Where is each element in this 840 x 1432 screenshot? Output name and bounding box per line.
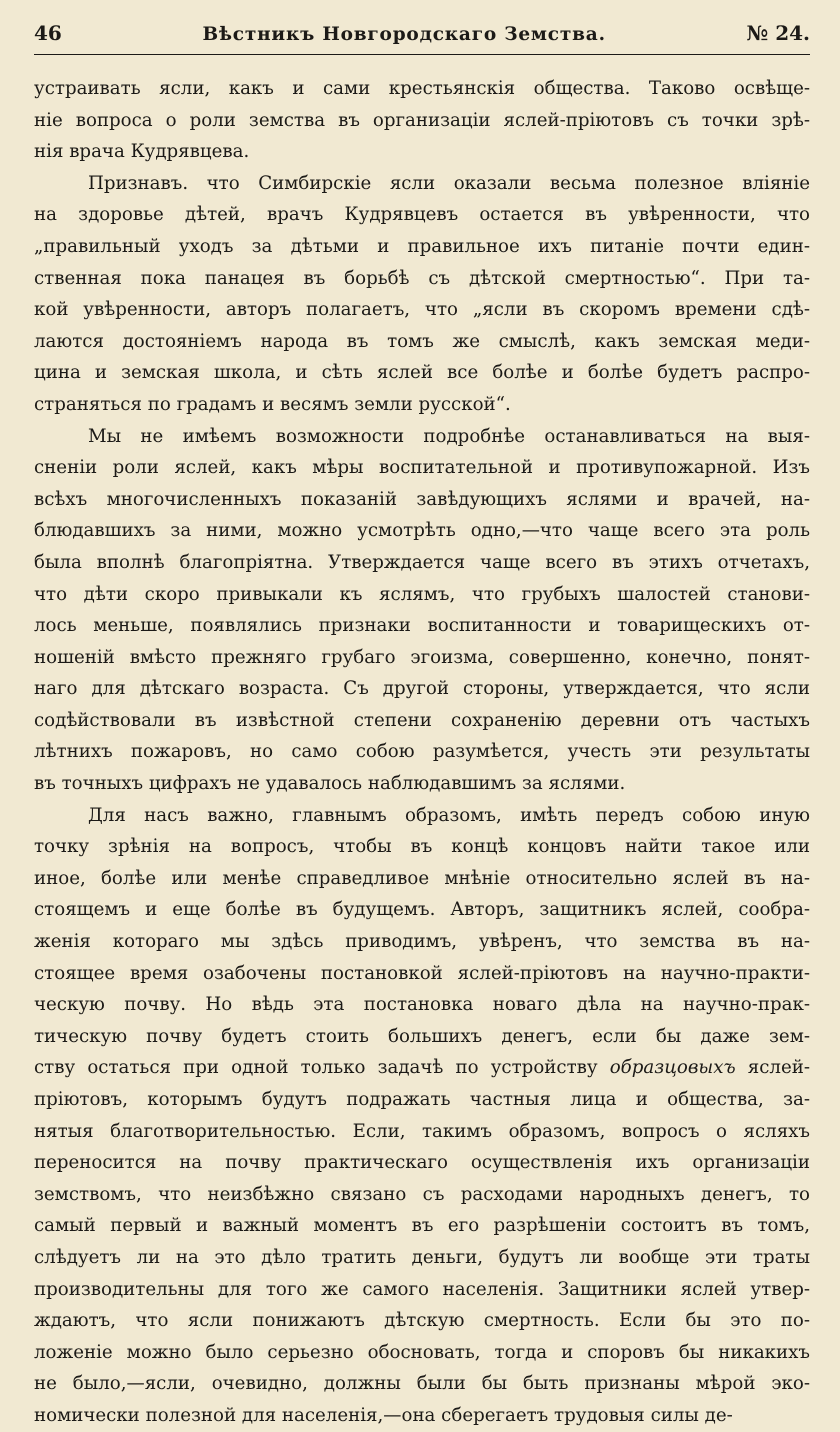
text-line: сненіи роли яслей, какъ мѣры воспитательной и противупожарной. Изъ: [34, 457, 810, 479]
text-line: Признавъ. что Симбирскіе ясли оказали весьма полезное вліяніе: [88, 172, 810, 194]
text-line: слѣдуетъ ли на это дѣло тратить деньги, будутъ ли вообще эти траты: [34, 1246, 810, 1268]
text-line: пріютовъ, которымъ будутъ подражать частныя лица и общества, за-: [34, 1089, 810, 1110]
text-line: кой увѣренности, авторъ полагаетъ, что „ясли въ скоромъ времени сдѣ-: [34, 299, 810, 321]
article-body: [34, 73, 810, 1432]
text-line: „правильный уходъ за дѣтьми и правильное ихъ питаніе почти един-: [34, 235, 810, 257]
text-line: стоящемъ и еще болѣе въ будущемъ. Авторъ, защитникъ яслей, сообра-: [34, 899, 810, 921]
text-line: наго для дѣтскаго возраста. Съ другой стороны, утверждается, что ясли: [34, 678, 810, 700]
text-line: точку зрѣнія на вопросъ, чтобы въ концѣ концовъ найти такое или: [34, 836, 810, 858]
text-line: на здоровье дѣтей, врачъ Кудрявцевъ остается въ увѣренности, что: [34, 204, 810, 226]
paragraph: [34, 800, 810, 1432]
text-line: ложеніе можно было серьезно обосновать, тогда и споровъ бы никакихъ: [34, 1341, 810, 1363]
text-line: была вполнѣ благопріятна. Утверждается чаще всего въ этихъ отчетахъ,: [34, 551, 810, 573]
text-line: ніе вопроса о роли земства въ организаціи яслей-пріютовъ съ точки зрѣ-: [34, 109, 810, 131]
text-line: Мы не имѣемъ возможности подробнѣе останавливаться на выя-: [88, 425, 810, 447]
text-line: ческую почву. Но вѣдь эта постановка новаго дѣла на научно-прак-: [34, 994, 810, 1016]
text-line: лаются достояніемъ народа въ томъ же смыслѣ, какъ земская меди-: [34, 330, 810, 352]
italic-emphasis: образцовыхъ: [609, 1057, 736, 1079]
text-line: иное, болѣе или менѣе справедливое мнѣніе относительно яслей въ на-: [34, 867, 810, 889]
text-line: нятыя благотворительностью. Если, такимъ образомъ, вопросъ о ясляхъ: [34, 1120, 810, 1142]
page-number: 46: [34, 21, 62, 45]
paragraph: [34, 168, 810, 421]
text-line: Для насъ важно, главнымъ образомъ, имѣть передъ собою иную: [88, 804, 810, 826]
text-line: нія врача Кудрявцева.: [34, 141, 250, 163]
header-rule: [34, 54, 810, 55]
page-header: [34, 14, 810, 52]
text-line: не было,—ясли, очевидно, должны были бы быть признаны мѣрой эко-: [34, 1373, 810, 1395]
text-line: въ точныхъ цифрахъ не удавалось наблюдавшимъ за яслями.: [34, 773, 626, 795]
text-line: лѣтнихъ пожаровъ, но само собою разумѣется, учесть эти результаты: [34, 741, 810, 763]
text-line: ству остаться при одной только задачѣ по устройству образцовыхъ яслей-: [34, 1057, 810, 1079]
text-line: женія котораго мы здѣсь приводимъ, увѣренъ, что земства въ на-: [34, 931, 810, 953]
text-line: что дѣти скоро привыкали къ яслямъ, что грубыхъ шалостей станови-: [34, 583, 810, 605]
paragraph: [34, 421, 810, 800]
text-line: ственная пока панацея въ борьбѣ съ дѣтской смертностью“. При та-: [34, 267, 810, 289]
text-line: ношеній вмѣсто прежняго грубаго эгоизма, совершенно, конечно, понят-: [34, 646, 810, 668]
text-line: стоящее время озабочены постановкой яслей-пріютовъ на научно-практи-: [34, 962, 810, 984]
text-line: всѣхъ многочисленныхъ показаній завѣдующихъ яслями и врачей, на-: [34, 488, 810, 510]
journal-title: Вѣстникъ Новгородскаго Земства.: [202, 24, 606, 45]
paragraph: [34, 73, 810, 168]
text-line: переносится на почву практическаго осуществленія ихъ организаціи: [34, 1152, 810, 1174]
text-line: номически полезной для населенія,—она сберегаетъ трудовыя силы де-: [34, 1404, 733, 1426]
text-line: тическую почву будетъ стоить большихъ денегъ, если бы даже зем-: [34, 1025, 810, 1047]
text-line: страняться по градамъ и весямъ земли русской“.: [34, 393, 511, 415]
issue-number: № 24.: [746, 21, 810, 45]
text-line: цина и земская школа, и сѣть яслей все болѣе и болѣе будетъ распро-: [34, 362, 810, 384]
text-line: земствомъ, что неизбѣжно связано съ расходами народныхъ денегъ, то: [34, 1183, 810, 1205]
text-line: содѣйствовали въ извѣстной степени сохраненію деревни отъ частыхъ: [34, 709, 810, 731]
text-line: ждаютъ, что ясли понижаютъ дѣтскую смертность. Если бы это по-: [34, 1310, 810, 1332]
text-line: лось меньше, появлялись признаки воспитанности и товарищескихъ от-: [34, 615, 810, 637]
text-line: устраивать ясли, какъ и сами крестьянскія общества. Таково освѣще-: [34, 78, 810, 99]
text-line: самый первый и важный моментъ въ его разрѣшеніи состоитъ въ томъ,: [34, 1215, 810, 1237]
text-line: блюдавшихъ за ними, можно усмотрѣть одно,—что чаще всего эта роль: [34, 520, 810, 542]
text-line: производительны для того же самого населенія. Защитники яслей утвер-: [34, 1278, 810, 1300]
